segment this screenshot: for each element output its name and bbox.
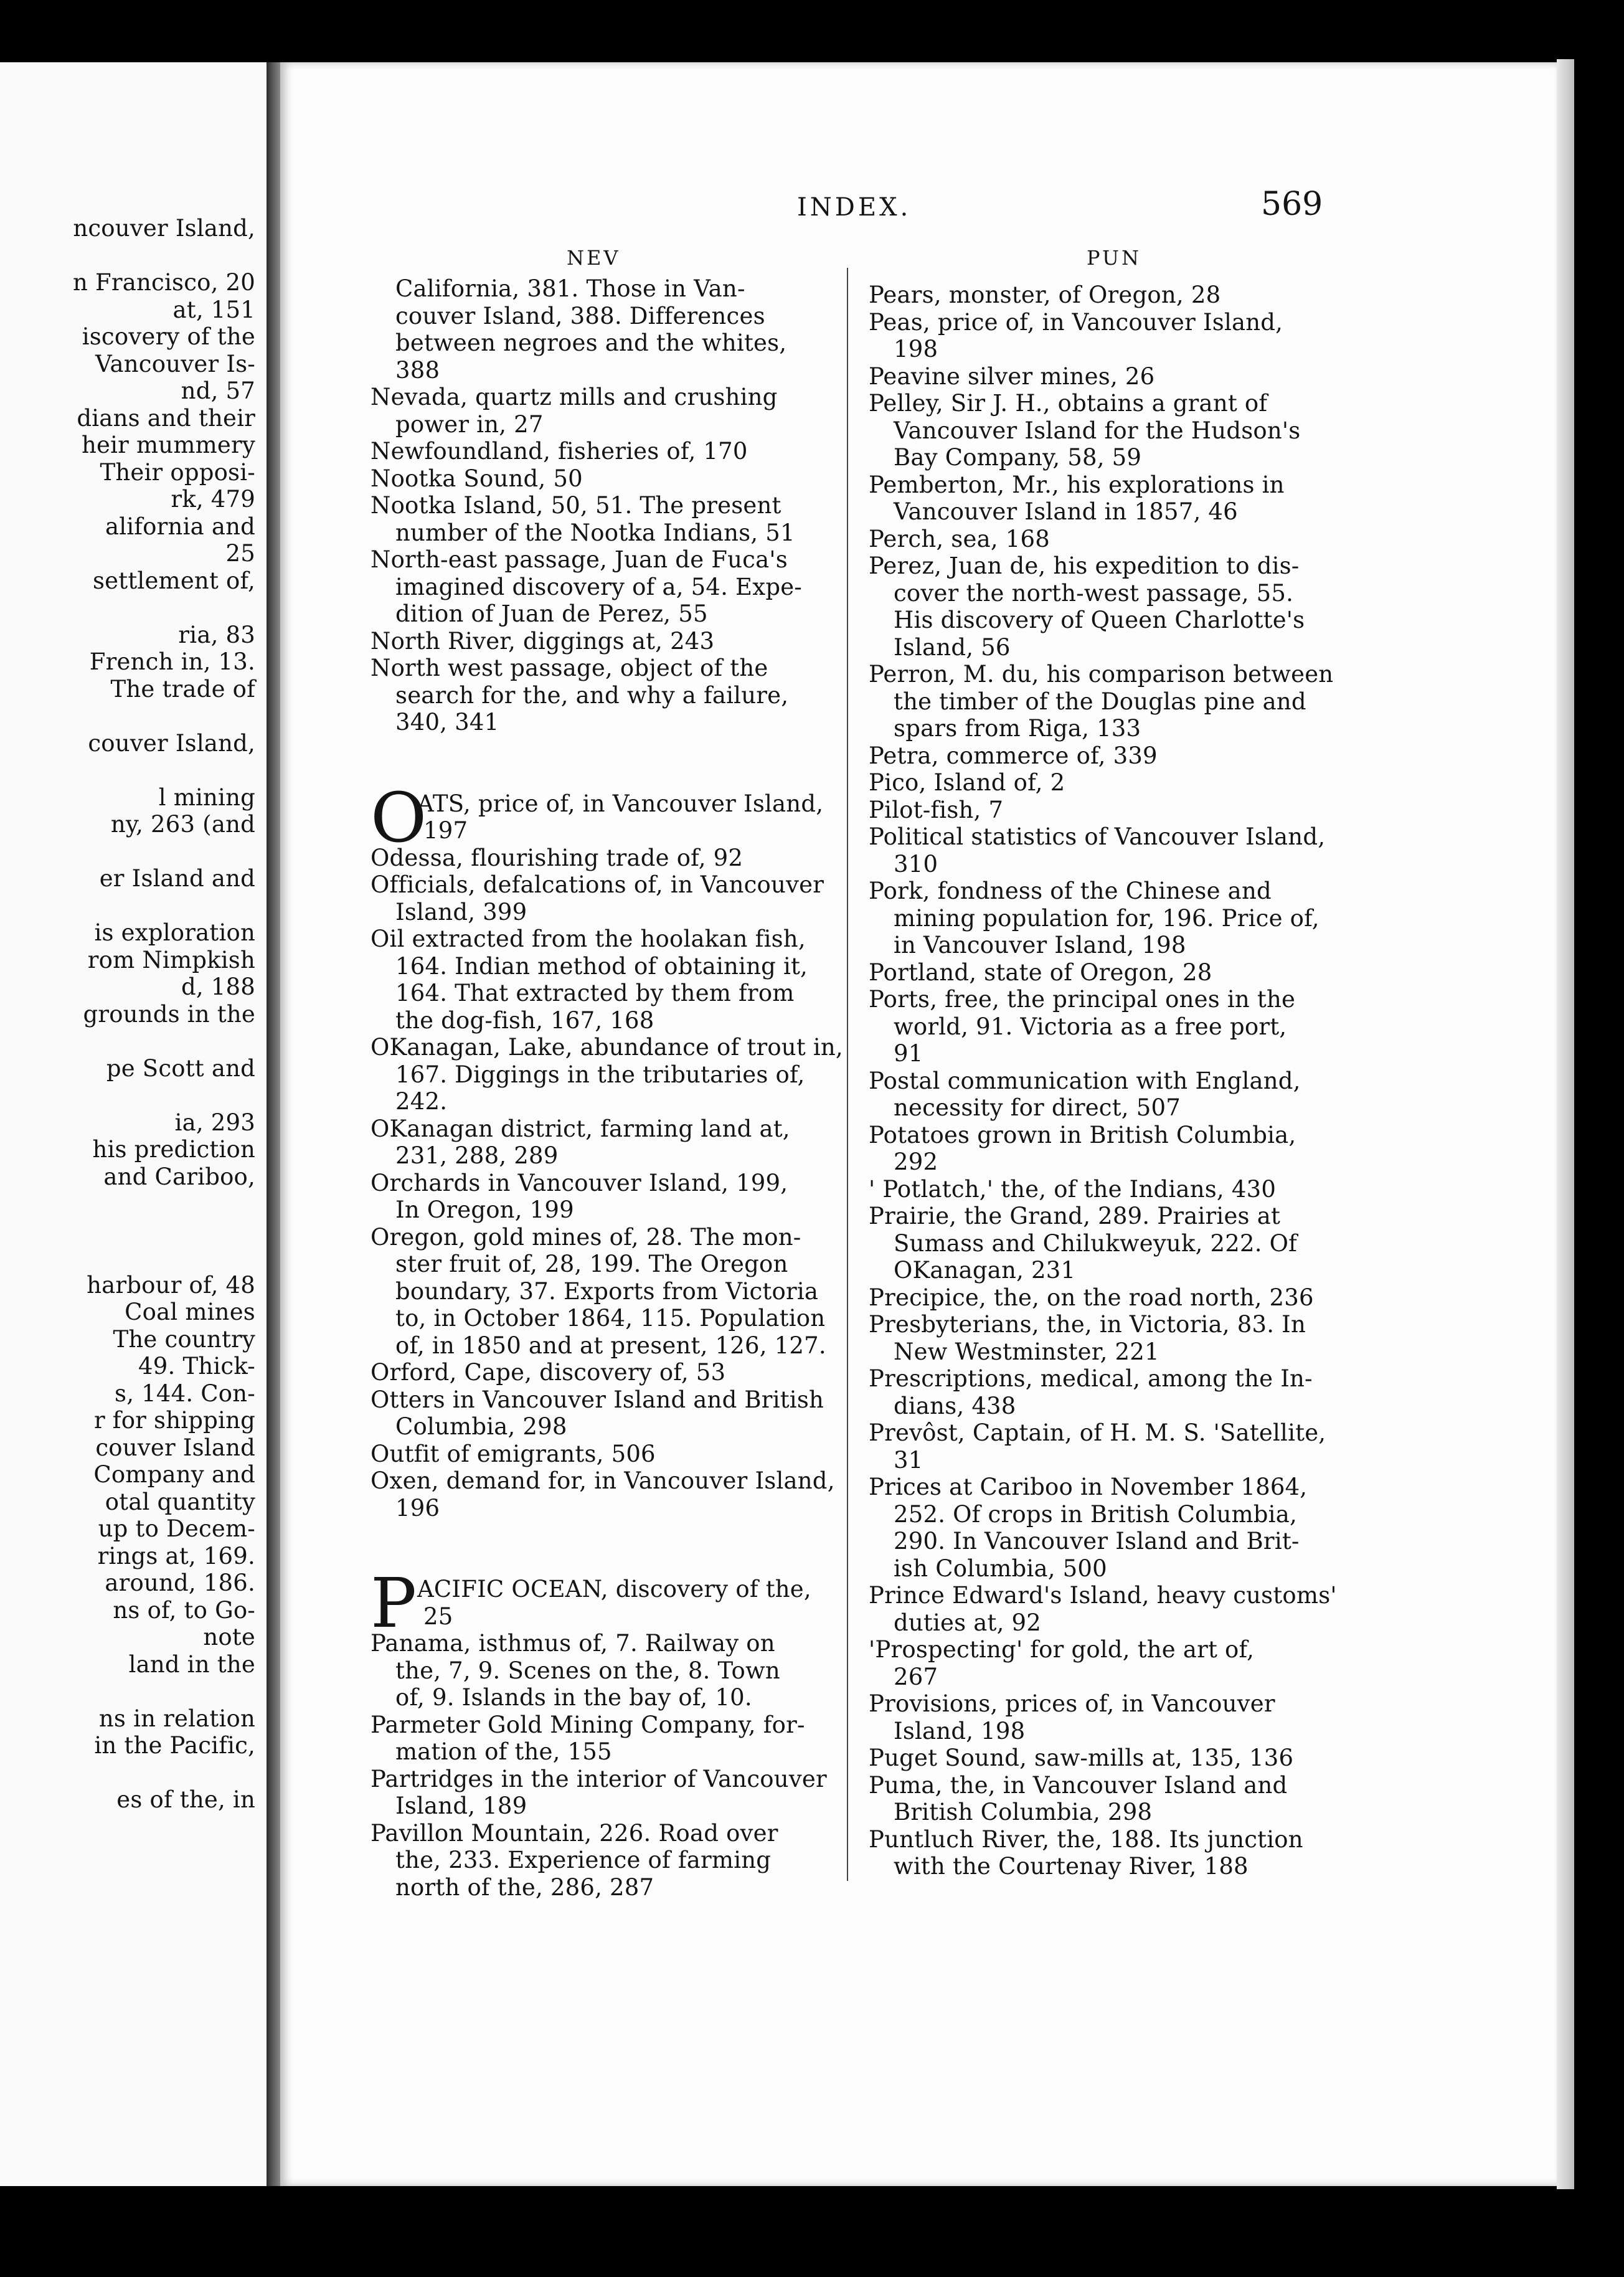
index-entry-line: Pilot-fish, 7 [869, 796, 1004, 823]
index-entry-line: Political statistics of Vancouver Island, [869, 823, 1326, 850]
left-page-text-fragment: ria, 83 [178, 621, 255, 648]
left-page-text-fragment: Coal mines [125, 1299, 255, 1325]
index-entry-line: Pico, Island of, 2 [869, 769, 1065, 796]
index-entry-line: Otters in Vancouver Island and British [371, 1386, 824, 1413]
index-entry-line: North west passage, object of the [371, 655, 768, 681]
index-entry-line: ATS, price of, in Vancouver Island, [417, 790, 824, 817]
index-entry-line: Island, 189 [395, 1792, 527, 1819]
index-entry-line: Puget Sound, saw-mills at, 135, 136 [869, 1744, 1294, 1771]
left-page-fragment [0, 62, 274, 2186]
left-page-text-fragment: ny, 263 (and [110, 811, 255, 838]
left-page-text-fragment: land in the [128, 1650, 255, 1678]
left-page-text-fragment: 25 [225, 540, 255, 567]
left-page-text-fragment: ns of, to Go- [113, 1596, 255, 1624]
left-page-text-fragment: ncouver Island, [73, 215, 255, 242]
index-entry-line: ACIFIC OCEAN, discovery of the, [417, 1576, 811, 1602]
index-entry-line: dians, 438 [894, 1392, 1016, 1419]
left-page-text-fragment: around, 186. [105, 1569, 255, 1596]
left-page-text-fragment: d, 188 [181, 973, 255, 1000]
index-entry-line: north of the, 286, 287 [395, 1873, 654, 1901]
index-entry-line: Perron, M. du, his comparison between [869, 661, 1334, 688]
left-page-text-fragment: settlement of, [92, 567, 255, 594]
left-page-text-fragment: Company and [93, 1461, 255, 1488]
index-entry-line: Partridges in the interior of Vancouver [371, 1765, 827, 1792]
index-entry-line: Vancouver Island for the Hudson's [894, 417, 1301, 444]
left-page-text-fragment: is exploration [94, 919, 255, 946]
index-entry-line: Newfoundland, fisheries of, 170 [371, 438, 748, 465]
index-entry-line: 91 [894, 1040, 923, 1067]
index-entry-line: North River, diggings at, 243 [371, 627, 715, 655]
right-column-head: PUN [1087, 246, 1141, 270]
book-gutter [267, 62, 280, 2186]
left-page-text-fragment: 49. Thick- [138, 1353, 255, 1380]
left-page-text-fragment: Vancouver Is- [95, 350, 255, 377]
index-entry-line: Odessa, flourishing trade of, 92 [371, 844, 744, 871]
index-entry-line: Sumass and Chilukweyuk, 222. Of [894, 1229, 1298, 1257]
index-entry-line: Prairie, the Grand, 289. Prairies at [869, 1203, 1281, 1229]
index-entry-line: Peas, price of, in Vancouver Island, [869, 308, 1283, 336]
index-entry-line: between negroes and the whites, [395, 329, 787, 356]
index-entry-line: His discovery of Queen Charlotte's [894, 607, 1305, 633]
left-page-text-fragment: es of the, in [116, 1786, 255, 1813]
index-entry-line: New Westminster, 221 [894, 1338, 1159, 1365]
index-entry-line: 340, 341 [395, 709, 499, 736]
left-page-text-fragment: alifornia and [105, 513, 255, 540]
left-page-text-fragment: his prediction [92, 1136, 255, 1163]
left-page-text-fragment: heir mummery [82, 432, 255, 458]
index-entry-line: Outfit of emigrants, 506 [371, 1440, 656, 1467]
left-page-text-fragment: dians and their [77, 404, 255, 432]
index-entry-line: search for the, and why a failure, [395, 681, 789, 709]
index-entry-line: 310 [894, 850, 938, 878]
index-entry-line: British Columbia, 298 [894, 1799, 1153, 1825]
index-entry-line: Pemberton, Mr., his explorations in [869, 471, 1285, 498]
left-column-head: NEV [567, 246, 621, 270]
left-page-text-fragment: otal quantity [105, 1488, 255, 1515]
index-entry-line: Presbyterians, the, in Victoria, 83. In [869, 1311, 1306, 1338]
left-page-text-fragment: The country [113, 1325, 255, 1353]
drop-cap-letter: O [371, 777, 427, 858]
index-entry-line: Nevada, quartz mills and crushing [371, 384, 778, 410]
index-entry-line: Puntluch River, the, 188. Its junction [869, 1825, 1303, 1853]
index-entry-line: In Oregon, 199 [395, 1196, 574, 1223]
index-entry-line: Orford, Cape, discovery of, 53 [371, 1359, 726, 1386]
index-entry-line: the, 7, 9. Scenes on the, 8. Town [395, 1657, 780, 1684]
index-entry-line: power in, 27 [395, 410, 544, 438]
index-entry-line: Panama, isthmus of, 7. Railway on [371, 1630, 775, 1657]
left-page-text-fragment: s, 144. Con- [115, 1380, 255, 1407]
index-entry-line: Island, 56 [894, 633, 1011, 661]
index-entry-line: Portland, state of Oregon, 28 [869, 959, 1212, 986]
left-page-text-fragment: note [203, 1624, 255, 1650]
index-entry-line: 197 [423, 817, 468, 844]
index-entry-line: California, 381. Those in Van- [395, 275, 745, 302]
index-entry-line: Prices at Cariboo in November 1864, [869, 1474, 1308, 1500]
index-entry-line: Vancouver Island in 1857, 46 [894, 498, 1238, 525]
left-page-text-fragment: r for shipping [93, 1407, 255, 1434]
left-page-text-fragment: l mining [158, 783, 255, 811]
index-entry-line: North-east passage, Juan de Fuca's [371, 546, 788, 573]
running-header-title: INDEX. [797, 193, 912, 222]
index-entry-line: 231, 288, 289 [395, 1142, 559, 1169]
index-entry-line: cover the north-west passage, 55. [894, 579, 1294, 607]
index-entry-line: 31 [894, 1446, 923, 1474]
left-page-text-fragment: ia, 293 [174, 1109, 255, 1136]
index-entry-line: mining population for, 196. Price of, [894, 904, 1320, 932]
index-entry-line: Parmeter Gold Mining Company, for- [371, 1711, 805, 1738]
index-entry-line: Nootka Sound, 50 [371, 465, 583, 492]
index-entry-line: Peavine silver mines, 26 [869, 362, 1155, 390]
index-entry-line: Pavillon Mountain, 226. Road over [371, 1819, 778, 1847]
index-entry-line: Island, 399 [395, 898, 527, 925]
index-entry-line: 290. In Vancouver Island and Brit- [894, 1528, 1300, 1555]
index-entry-line: ' Potlatch,' the, of the Indians, 430 [869, 1175, 1277, 1203]
index-entry-line: 252. Of crops in British Columbia, [894, 1500, 1297, 1528]
index-entry-line: OKanagan, Lake, abundance of trout in, [371, 1034, 843, 1061]
left-page-text-fragment: The trade of [110, 675, 255, 703]
left-page-text-fragment: in the Pacific, [94, 1732, 255, 1759]
index-entry-line: in Vancouver Island, 198 [894, 932, 1186, 959]
left-page-text-fragment: and Cariboo, [103, 1163, 255, 1190]
index-entry-line: Precipice, the, on the road north, 236 [869, 1284, 1314, 1311]
index-entry-line: boundary, 37. Exports from Victoria [395, 1277, 819, 1305]
index-entry-line: mation of the, 155 [395, 1738, 612, 1765]
index-entry-line: 198 [894, 336, 938, 362]
index-entry-line: of, 9. Islands in the bay of, 10. [395, 1684, 752, 1711]
index-entry-line: the, 233. Experience of farming [395, 1847, 772, 1873]
left-page-text-fragment: iscovery of the [82, 323, 255, 350]
index-entry-line: Nootka Island, 50, 51. The present [371, 492, 781, 519]
index-entry-line: 196 [395, 1494, 440, 1522]
index-entry-line: Ports, free, the principal ones in the [869, 986, 1296, 1013]
index-entry-line: Columbia, 298 [395, 1413, 567, 1440]
index-entry-line: 242. [395, 1088, 448, 1115]
left-page-text-fragment: er Island and [99, 865, 255, 892]
left-page-text-fragment: couver Island, [88, 729, 255, 757]
index-entry-line: Potatoes grown in British Columbia, [869, 1121, 1296, 1148]
left-page-text-fragment: rom Nimpkish [87, 946, 255, 973]
index-entry-line: Perch, sea, 168 [869, 525, 1050, 552]
index-entry-line: spars from Riga, 133 [894, 715, 1141, 742]
index-entry-line: OKanagan district, farming land at, [371, 1115, 790, 1142]
index-entry-line: Prince Edward's Island, heavy customs' [869, 1582, 1337, 1609]
index-entry-line: number of the Nootka Indians, 51 [395, 519, 795, 546]
index-entry-line: Pork, fondness of the Chinese and [869, 878, 1272, 904]
index-entry-line: Oregon, gold mines of, 28. The mon- [371, 1223, 801, 1251]
index-entry-line: imagined discovery of a, 54. Expe- [395, 573, 802, 600]
index-entry-line: Perez, Juan de, his expedition to dis- [869, 552, 1300, 579]
page-edge [1557, 59, 1574, 2189]
index-entry-line: Puma, the, in Vancouver Island and [869, 1771, 1288, 1799]
left-page-text-fragment: n Francisco, 20 [73, 269, 255, 296]
index-entry-line: 'Prospecting' for gold, the art of, [869, 1636, 1255, 1663]
index-entry-line: dition of Juan de Perez, 55 [395, 600, 708, 627]
drop-cap-letter: P [371, 1563, 417, 1643]
page-number: 569 [1261, 186, 1323, 223]
index-entry-line: ster fruit of, 28, 199. The Oregon [395, 1251, 788, 1277]
index-entry-line: the timber of the Douglas pine and [894, 688, 1306, 715]
left-page-text-fragment: Their opposi- [100, 458, 255, 486]
index-entry-line: necessity for direct, 507 [894, 1094, 1181, 1121]
index-entry-line: with the Courtenay River, 188 [894, 1853, 1249, 1880]
left-page-text-fragment: rk, 479 [171, 486, 255, 513]
index-entry-line: 267 [894, 1663, 938, 1690]
index-entry-line: Bay Company, 58, 59 [894, 444, 1142, 471]
index-entry-line: 164. Indian method of obtaining it, [395, 952, 808, 980]
left-page-text-fragment: French in, 13. [89, 648, 255, 675]
index-entry-line: Officials, defalcations of, in Vancouver [371, 871, 824, 898]
index-entry-line: duties at, 92 [894, 1609, 1041, 1636]
index-entry-line: Pelley, Sir J. H., obtains a grant of [869, 390, 1268, 417]
left-page-text-fragment: at, 151 [172, 296, 255, 323]
index-entry-line: Oil extracted from the hoolakan fish, [371, 925, 806, 952]
index-entry-line: of, in 1850 and at present, 126, 127. [395, 1332, 826, 1359]
index-entry-line: ish Columbia, 500 [894, 1555, 1107, 1582]
left-page-text-fragment: rings at, 169. [97, 1542, 255, 1569]
index-entry-line: world, 91. Victoria as a free port, [894, 1013, 1287, 1040]
index-entry-line: Provisions, prices of, in Vancouver [869, 1690, 1275, 1717]
index-entry-line: 388 [395, 356, 440, 384]
index-entry-line: Orchards in Vancouver Island, 199, [371, 1169, 788, 1196]
index-entry-line: Pears, monster, of Oregon, 28 [869, 282, 1221, 308]
left-page-text-fragment: pe Scott and [106, 1054, 255, 1082]
index-entry-line: 164. That extracted by them from [395, 980, 795, 1006]
left-page-text-fragment: nd, 57 [181, 377, 255, 404]
index-entry-line: 25 [423, 1602, 453, 1630]
index-entry-line: 167. Diggings in the tributaries of, [395, 1061, 805, 1088]
index-entry-line: couver Island, 388. Differences [395, 302, 765, 329]
index-entry-line: Prevôst, Captain, of H. M. S. 'Satellite, [869, 1419, 1326, 1446]
left-page-text-fragment: grounds in the [83, 1000, 255, 1028]
left-page-text-fragment: couver Island [95, 1434, 255, 1461]
left-page-text-fragment: up to Decem- [98, 1515, 255, 1542]
index-entry-line: Prescriptions, medical, among the In- [869, 1365, 1313, 1392]
index-entry-line: OKanagan, 231 [894, 1257, 1076, 1284]
index-entry-line: Island, 198 [894, 1717, 1026, 1744]
index-entry-line: the dog-fish, 167, 168 [395, 1006, 654, 1034]
index-entry-line: to, in October 1864, 115. Population [395, 1305, 826, 1332]
index-entry-line: Petra, commerce of, 339 [869, 742, 1158, 769]
index-entry-line: Postal communication with England, [869, 1067, 1301, 1094]
index-entry-line: 292 [894, 1148, 938, 1175]
left-page-text-fragment: ns in relation [98, 1705, 255, 1732]
index-entry-line: Oxen, demand for, in Vancouver Island, [371, 1467, 835, 1494]
left-page-text-fragment: harbour of, 48 [87, 1271, 255, 1299]
column-divider [847, 268, 848, 1881]
